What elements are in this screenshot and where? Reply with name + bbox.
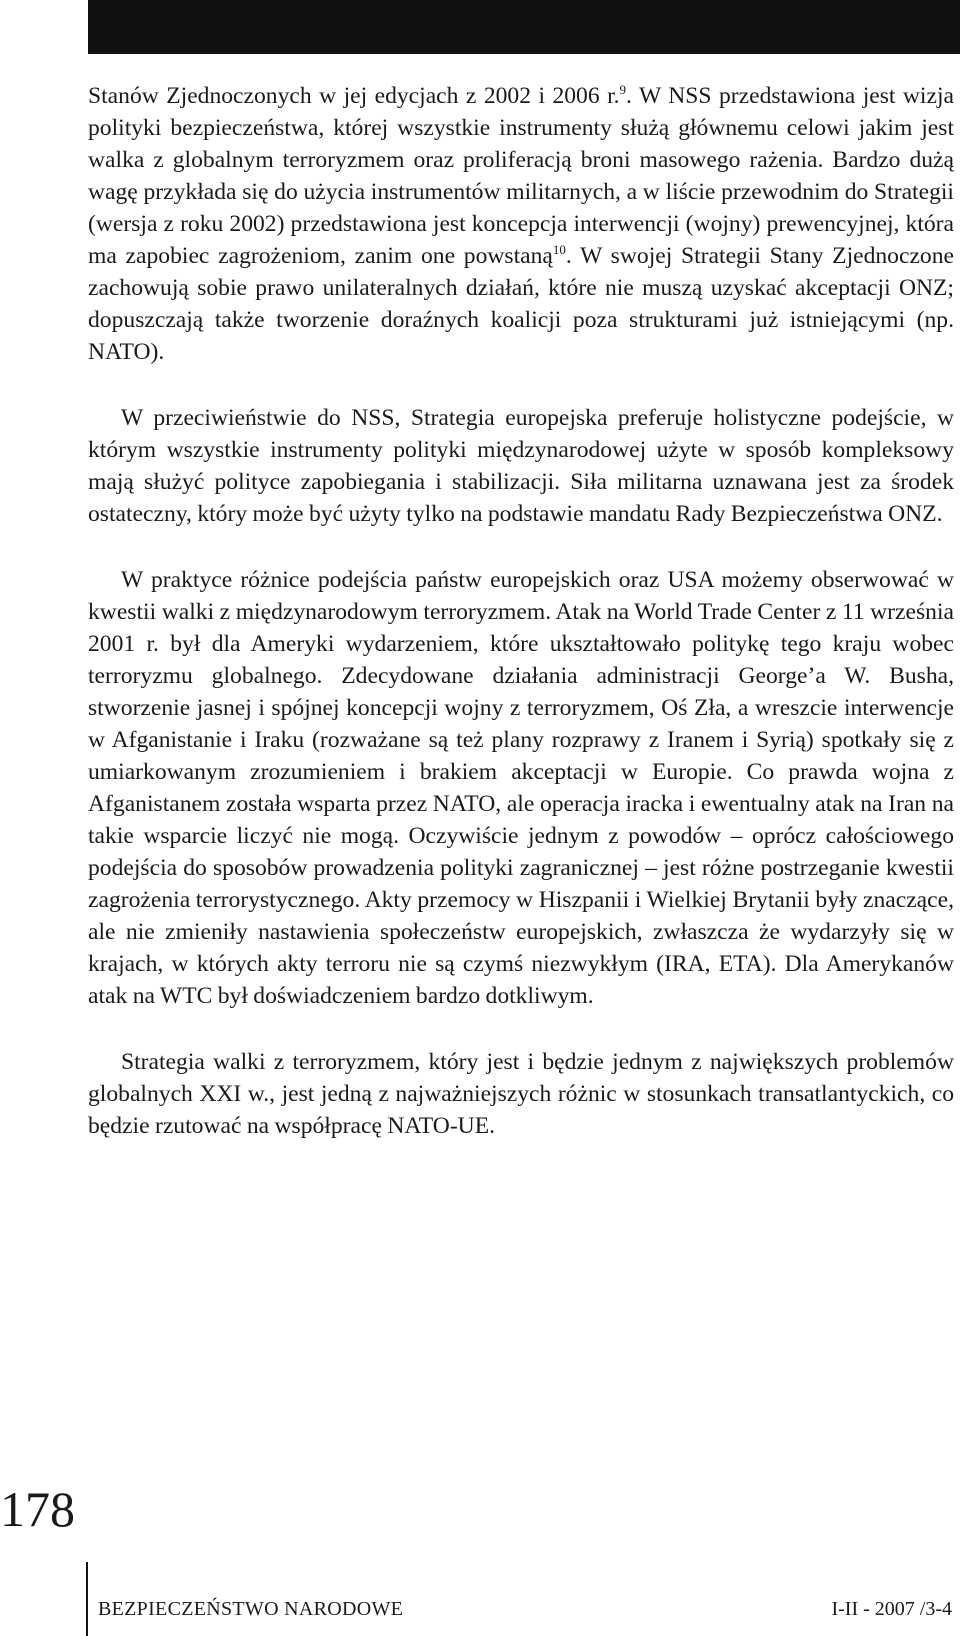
paragraph-1 <box>88 80 954 368</box>
paragraph-1-part-a: Stanów Zjednoczonych w jej edycjach z 2002 i 2006 r. <box>88 83 620 109</box>
footer-divider <box>86 1562 88 1636</box>
page-number: 178 <box>0 1481 75 1537</box>
footnote-ref-9[interactable]: 9 <box>619 82 627 98</box>
footnote-ref-10[interactable]: 10 <box>552 242 566 258</box>
paragraph-2: W przeciwieństwie do NSS, Strategia europejska preferuje holistyczne podejście, w którym wszystkie instrumenty polityki międzynarodowej użyte w sposób kompleksowy mają służyć polityce zapobiegania i stabilizacji. Siła militarna uznawana jest za środek ostateczny, który może być użyty tylko na podstawie mandatu Rady Bezpieczeństwa ONZ. <box>88 405 954 527</box>
footer-issue: I-II - 2007 /3-4 <box>831 1598 952 1620</box>
footer-journal-title: BEZPIECZEŃSTWO NARODOWE <box>98 1598 404 1620</box>
paragraph-3: W praktyce różnice podejścia państw europejskich oraz USA możemy obserwować w kwestii walki z międzynarodowym terroryzmem. Atak na World Trade Center z 11 września 2001 r. był dla Ameryki wydarzeniem, które ukształtowało politykę tego kraju wobec terroryzmu globalnego. Zdecydowane działania administracji George’a W. Busha, stworzenie jasnej i spójnej koncepcji wojny z terroryzmem, Oś Zła, a wreszcie interwencje w Afganistanie i Iraku (rozważane są też plany rozprawy z Iranem i Syrią) spotkały się z umiarkowanym zrozumieniem i brakiem akceptacji w Europie. Co prawda wojna z Afganistanem została wsparta przez NATO, ale operacja iracka i ewentualny atak na Iran na takie wsparcie liczyć nie mogą. Oczywiście jednym z powodów – oprócz całościowego podejścia do sposobów prowadzenia polityki zagranicznej – jest różne postrzeganie kwestii zagrożenia terrorystycznego. Akty przemocy w Hiszpanii i Wielkiej Brytanii były znaczące, ale nie zmieniły nastawienia społeczeństw europejskich, zwłaszcza że wydarzyły się w krajach, w których akty terroru nie są czymś niezwykłym (IRA, ETA). Dla Amerykanów atak na WTC był doświadczeniem bardzo dotkliwym. <box>88 567 954 1009</box>
paragraph-4: Strategia walki z terroryzmem, który jest i będzie jednym z największych problemów globalnych XXI w., jest jedną z najważniejszych różnic w stosunkach transatlantyckich, co będzie rzutować na współpracę NATO-UE. <box>88 1049 954 1139</box>
body-text <box>88 80 954 1142</box>
header-bar <box>88 0 960 54</box>
paragraph-1-part-b: . W NSS przedstawiona jest wizja polityki bezpieczeństwa, której wszystkie instrumenty służą głównemu celowi jakim jest walka z globalnym terroryzmem oraz proliferacją broni masowego rażenia. Bardzo dużą wagę przykłada się do użycia instrumentów militarnych, a w liście przewodnim do Strategii (wersja z roku 2002) przedstawiona jest koncepcja interwencji (wojny) prewencyjnej, która ma zapobiec zagrożeniom, zanim one powstaną <box>88 83 954 269</box>
paragraph-1-part-c: . W swojej Strategii Stany Zjednoczone zachowują sobie prawo unilateralnych działań, które nie muszą uzyskać akceptacji ONZ; dopuszczają także tworzenie doraźnych koalicji poza strukturami już istniejącymi (np. NATO). <box>88 243 954 365</box>
